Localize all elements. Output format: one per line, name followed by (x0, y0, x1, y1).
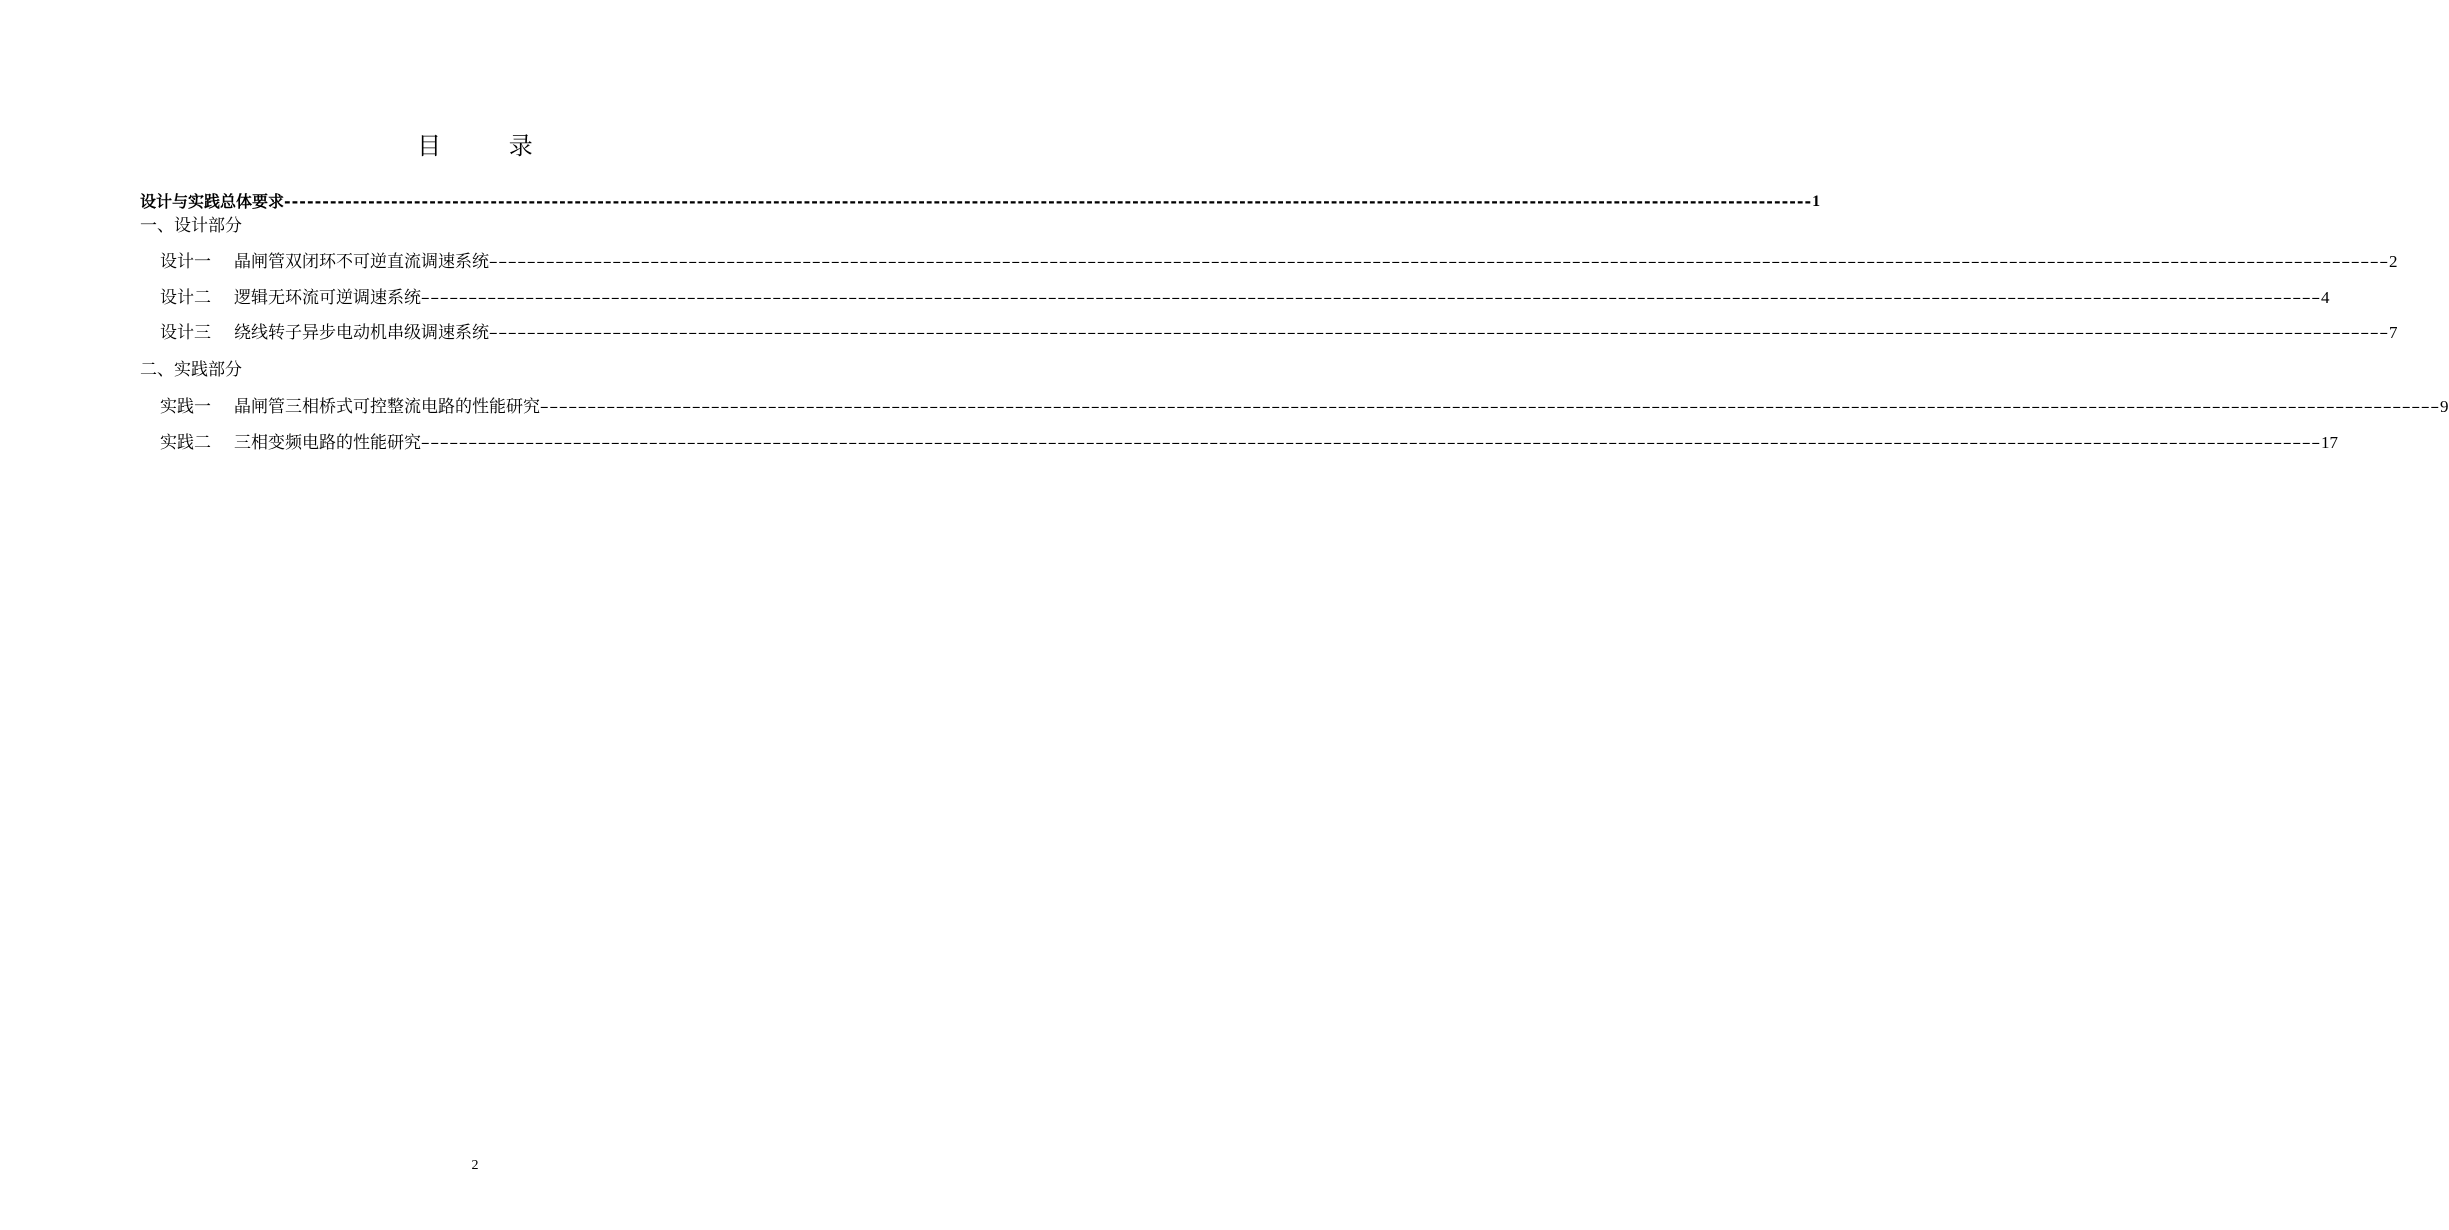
toc-entry-number: 实践一 (160, 397, 211, 417)
page-number: 2 (471, 1158, 479, 1173)
toc-entry-label: 三相变频电路的性能研究 (234, 433, 421, 453)
dash-leader: –––––––––––––––––––––––––––––––––––––––––––––––––––––––––––––––––––––––––––––––––––––––––––––––––––––––––––––––––––––––––––––––––––––––––––––––––––––––––––––––––––––––––––––––––––––––––––––––––––––––– (421, 288, 2321, 308)
toc-entry-design-1[interactable] (160, 249, 2398, 275)
toc-entry-practice-1[interactable] (160, 394, 2449, 420)
toc-entry-page: 1 (1812, 193, 1821, 210)
toc-entry-design-2[interactable] (160, 285, 2330, 311)
section-heading-design: 一、设计部分 (140, 216, 242, 236)
toc-entry-page: 7 (2389, 323, 2398, 342)
dash-leader: –––––––––––––––––––––––––––––––––––––––––––––––––––––––––––––––––––––––––––––––––––––––––––––––––––––––––––––––––––––––––––––––––––––––––––––––––––––––––––––––––––––––––––––––––––––––––––––––––––––––– (489, 252, 2389, 272)
toc-entry-number: 设计一 (160, 252, 211, 272)
dash-leader: –––––––––––––––––––––––––––––––––––––––––––––––––––––––––––––––––––––––––––––––––––––––––––––––––––––––––––––––––––––––––––––––––––––––––––––––––––––––––––––––––––––––––––––––––––––––––––––––––––––––– (540, 397, 2440, 417)
toc-entry-page: 2 (2389, 252, 2398, 271)
page-title: 目 录 (417, 132, 563, 160)
toc-entry-practice-2[interactable] (160, 430, 2338, 456)
toc-entry-page: 4 (2321, 288, 2330, 307)
toc-entry-label: 绕线转子异步电动机串级调速系统 (234, 323, 489, 343)
toc-entry-page: 9 (2440, 397, 2449, 416)
toc-entry-page: 17 (2321, 433, 2338, 452)
toc-entry-design-3[interactable] (160, 320, 2398, 346)
dot-leader: -------------------------------------------------------------------------------------------------------------------------------------------------------------------------------------------------------- (284, 192, 1813, 211)
toc-entry-overview[interactable] (140, 189, 1821, 215)
toc-entry-number: 设计二 (160, 288, 211, 308)
toc-entry-number: 实践二 (160, 433, 211, 453)
dash-leader: –––––––––––––––––––––––––––––––––––––––––––––––––––––––––––––––––––––––––––––––––––––––––––––––––––––––––––––––––––––––––––––––––––––––––––––––––––––––––––––––––––––––––––––––––––––––––––––––––––––––– (489, 323, 2389, 343)
toc-entry-label: 设计与实践总体要求 (140, 192, 285, 211)
toc-entry-label: 逻辑无环流可逆调速系统 (234, 288, 421, 308)
toc-entry-label: 晶闸管双闭环不可逆直流调速系统 (234, 252, 489, 272)
section-heading-practice: 二、实践部分 (140, 360, 242, 380)
toc-entry-number: 设计三 (160, 323, 211, 343)
toc-entry-label: 晶闸管三相桥式可控整流电路的性能研究 (234, 397, 540, 417)
dash-leader: –––––––––––––––––––––––––––––––––––––––––––––––––––––––––––––––––––––––––––––––––––––––––––––––––––––––––––––––––––––––––––––––––––––––––––––––––––––––––––––––––––––––––––––––––––––––––––––––––––––––– (421, 433, 2321, 453)
